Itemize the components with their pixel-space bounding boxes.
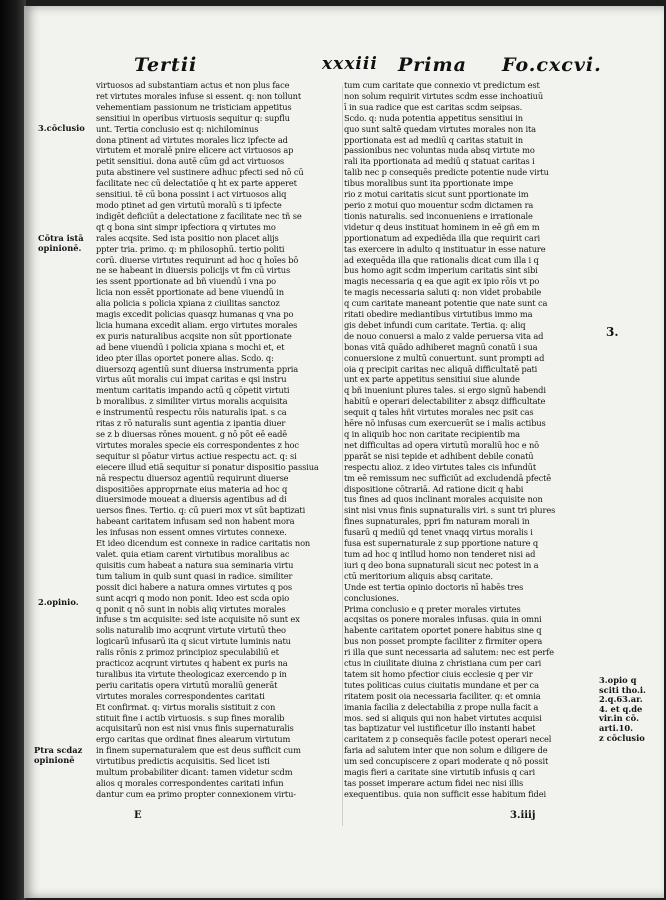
text-line: unt. Tertia conclusio est q: nichilominus [96, 123, 259, 134]
text-line: conclusiones. [344, 592, 399, 603]
text-line: gis debet infundi cum caritate. Tertia. q: aliq [344, 319, 526, 330]
text-line: uersos fines. Tertio. q: cū pueri mox vt sūt baptizati [96, 505, 306, 516]
margin-note-against-opinion-2: opinionē. [38, 243, 82, 253]
text-line: logicarū infusarū ita q sicut virtute luminis natu [96, 636, 291, 647]
text-line: acquisitarū non est nisi vnus finis supernaturalis [96, 723, 294, 734]
text-line: q in aliquib hoc non caritate recipientib ma [344, 429, 520, 439]
text-line: modo ptinet ad gen virtutū moralū s ti ipfecte [96, 199, 282, 210]
text-line: tum cum caritate que connexio vt predictum est [344, 80, 540, 90]
text-line: virtutes morales specie eis correspondentes z hoc [96, 439, 299, 450]
margin-note-right-number: 3. [606, 325, 619, 339]
text-line: tm eē remissum nec sufficiūt ad excludendā pfectē [344, 472, 552, 483]
text-line: pportionatum ad expediēda illa que requirit cari [344, 232, 541, 243]
text-line: ret virtutes morales infuse si essent. q: non tollunt [96, 90, 302, 101]
text-line: ppter tria. primo. q: m philosophū. tertio politi [96, 243, 285, 254]
text-line: te magis necessaria saluti q: non videt probabile [344, 287, 542, 298]
text-line: diuersimode moueat a diuersis agentibus ad di [96, 494, 287, 505]
text-line: ralis rōnis z primoz principioz speculabiliū et [96, 647, 279, 658]
text-line: facilitate nec cū delectatiōe q ht ex parte apperet [96, 178, 297, 189]
text-line: iuri q deo bona supnaturali sicut nec potest in a [344, 559, 539, 570]
text-line: puta abstinere vel sustinere adhuc pfecti sed nō cū [96, 167, 304, 178]
text-line: net difficultas ad opera virtutū moraliū hoc e nō [344, 439, 539, 450]
text-line: tas posset imperare actum fidei nec nisi illis [344, 778, 524, 788]
text-line: bus homo agit scdm imperium caritatis sint sibi [344, 265, 538, 276]
text-line: Prima conclusio e q preter morales virtutes [344, 603, 521, 614]
text-line: fusarū q mediū qd tenet vnaqq virtus moralis i [344, 527, 533, 538]
text-line: tas exercere in adulto q instituatur in esse nature [344, 243, 546, 254]
text-line: tas baptizatur vel iustificetur illo instanti habet [344, 723, 536, 734]
footer-signature-mark: 3.iiij [510, 810, 536, 821]
text-line: rales acqsite. Sed ista positio non placet alijs [96, 232, 279, 243]
text-line: sunt acqri q modo non ponit. Ideo est scda opio [96, 592, 290, 603]
text-line: virtus aūt moralis cui impat caritas e qsi instru [96, 374, 287, 385]
text-line: habitū e operari delectabiliter z absqz difficultate [344, 396, 546, 407]
text-line: acqsitas os ponere morales infusas. quia in omni [344, 614, 542, 625]
text-line: talib nec p consequēs predicte potentie nude virtu [344, 167, 549, 178]
text-line: quisitis cum habeat a natura sua seminaria virtu [96, 559, 294, 570]
text-line: solis naturalib imo acqrunt virtute virtutū theo [96, 625, 286, 636]
text-line: mentum caritatis impando actū q cōpetit virtuti [96, 385, 290, 396]
column-gutter [342, 86, 343, 826]
text-line: licia non essēt pportionate ad bene viuendū in [96, 287, 284, 298]
margin-note-against-opinion: Cōtra istā [38, 233, 84, 243]
text-line: ri illa que sunt necessaria ad salutem: nec est perfe [344, 647, 554, 658]
text-line: stituit fine i actib virtuosis. s sup fines moralib [96, 712, 285, 723]
book-binding-shadow [0, 0, 26, 900]
text-line: corū. diuerse virtutes requirunt ad hoc q hoīes bō [96, 254, 299, 265]
text-line: tum ad hoc q intllud homo non tenderet nisi ad [344, 548, 536, 559]
text-line: tionis naturalis. sed inconueniens e irrationale [344, 210, 533, 221]
text-line: nā respectu diuersoz agentiū requirunt diuerse [96, 472, 289, 483]
text-line: oia q precipit caritas nec aliquā difficultatē pati [344, 363, 538, 374]
text-line: Et ideo dicendum est connexe in radice caritatis non [96, 538, 311, 549]
text-line: um sed concupiscere z opari moderate q nō possit [344, 756, 549, 767]
text-line: ritatem posit oia necessaria faciliter. q: et omnia [344, 690, 541, 701]
text-line: mos. sed si aliquis qui non habet virtutes acquisi [344, 712, 542, 723]
text-line: ritati obedire mediantibus virtutibus immo ma [344, 309, 533, 320]
text-line: dona ptinent ad virtutes morales licz ipfecte ad [96, 134, 288, 145]
header-book-title: Tertii [134, 54, 198, 76]
text-line: ad bene viuendū i policia xpiana s mochi et, et [96, 341, 285, 352]
text-line: periu caritatis opera virtutū moraliū generāt [96, 679, 278, 690]
book-page [24, 6, 664, 898]
text-line: ctū meritorium aliquis absq caritate. [344, 570, 493, 581]
text-line: sensitiui in operibus virtuosis sequitur q: supflu [96, 112, 290, 123]
text-line: rio z motui caritatis sicut sunt pportionate im [344, 189, 529, 200]
text-line: bonas vitā quādo adhiberet magnū conatū i sua [344, 341, 538, 352]
text-line: q bñ inueniunt plures tales. si ergo signū habendi [344, 385, 546, 396]
text-line: magis excedit policias quasqz humanas q vna po [96, 309, 294, 320]
text-line: alios q morales correspondentes caritati infun [96, 778, 284, 788]
text-line: rali ita pportionata ad mediū q statuat caritas i [344, 156, 535, 167]
text-line: virtuosos ad substantiam actus et non plus face [96, 80, 290, 90]
text-line: eiecere illud etiā sequitur si ponatur dispositio passiua [96, 461, 319, 472]
text-line: tatem sit homo pfectior ciuis ecclesie q per vir [344, 668, 533, 679]
margin-note-second-opinion: 2.opinio. [38, 597, 79, 607]
text-line: tutes politicas cuius ciuitatis mundane et per ca [344, 679, 539, 690]
text-line: q ponit q nō sunt in nobis aliq virtutes morales [96, 603, 286, 614]
margin-note-against-second-2: opinionē [34, 755, 75, 765]
text-line: petit sensitiui. dona autē cūm gd act virtuosos [96, 156, 285, 167]
text-line: magis fieri a caritate sine virtutib infusis q cari [344, 767, 535, 778]
text-line: sensitiui. tē cū bona possint i act virtuosos aliq [96, 189, 287, 200]
header-section: Prima [398, 54, 467, 76]
header-folio-number: Fo.cxcvi. [502, 54, 602, 76]
text-line: q cum caritate maneant potentie que nate sunt ca [344, 298, 548, 309]
text-line: ad exequēda illa que rationalis dicat cum illa i q [344, 254, 539, 265]
text-line: tus fines ad quos inclinant morales acquisite non [344, 494, 543, 505]
text-line: fines supnaturales, ppri fm naturam morali in [344, 516, 530, 527]
text-line: tibus moralibus sunt ita pportionate impe [344, 178, 513, 189]
text-line: virtutes morales correspondentes caritati [96, 690, 265, 701]
margin-note-right-citation: 3.opio q sciti tho.i. 2.q.63.ar. 4. et q.de vir.in cō. arti.10. z cōclusio [599, 675, 646, 743]
text-line: ī in sua radice que est caritas scdm seipsas. [344, 101, 523, 112]
left-text-column [96, 80, 342, 800]
text-line: multum probabiliter dicant: tamen videtur scdm [96, 767, 293, 778]
text-line: sequit q tales hñt virtutes morales nec psit cas [344, 407, 534, 418]
text-line: passionibus nec voluntas nuda absq virtute mo [344, 145, 535, 156]
text-line: habeant caritatem infusam sed non habent mora [96, 516, 295, 527]
margin-note-against-second: Ptra scdaz [34, 745, 83, 755]
text-line: pparāt se nisi tepide et adhibent debile conatū [344, 450, 534, 461]
text-line: sequitur si pōatur virtus actiue respectu act. q: si [96, 450, 297, 461]
text-line: ideo pter illas oportet ponere alias. Scdo. q: [96, 352, 274, 363]
text-line: quo sunt saltē quedam virtutes morales non ita [344, 123, 536, 134]
text-line: e instrumentū respectu rōis naturalis ipat. s ca [96, 407, 287, 418]
text-line: ergo caritas que ordinat fines alearum virtutum [96, 734, 291, 745]
text-line: hēre nō infusas cum exercuerūt se i malis actibus [344, 418, 546, 429]
text-line: tum talium in quib sunt quasi in radice. similiter [96, 570, 293, 581]
text-line: caritatem z p consequēs facile potest operari necel [344, 734, 552, 745]
text-line: Unde est tertia opinio doctoris nī habēs tres [344, 581, 524, 592]
text-line: magis necessaria q ea que agit ex ipio rōis vt po [344, 276, 540, 287]
text-line: ies ssent pportionate ad bñ viuendū i vna po [96, 276, 276, 287]
text-line: vehementiam passionum ne tristiciam appetitus [96, 101, 292, 112]
text-line: infuse s tm acquisite: sed iste acquisite nō sunt ex [96, 614, 300, 625]
text-line: Et confirmat. q: virtus moralis sistituit z con [96, 701, 276, 712]
text-line: qt q bona sint simpr ipfectiora q virtutes mo [96, 221, 276, 232]
text-line: imania facilia z delectabilia z prope nulla facit a [344, 701, 539, 712]
text-line: virtutem et moralē pnire elicere act virtuosos ap [96, 145, 294, 156]
text-line: non solum requirit virtutes scdm esse inchoatiuū [344, 90, 544, 101]
footer-catchword-mark: E [134, 810, 142, 821]
text-line: practicoz acqrunt virtutes q habent ex puris na [96, 658, 288, 669]
text-line: licia humana excedit aliam. ergo virtutes morales [96, 319, 298, 330]
text-line: unt ex parte appetitus sensitiui siue alunde [344, 374, 520, 385]
text-line: habente caritatem oportet ponere habitus sine q [344, 625, 542, 636]
text-line: ctus in ciuilitate diuina z christiana cum per cari [344, 658, 542, 669]
text-line: b moralibus. z similiter virtus moralis acquisita [96, 396, 288, 407]
text-line: les infusas non essent omnes virtutes connexe. [96, 527, 287, 538]
text-line: Scdo. q: nuda potentia appetitus sensitiui in [344, 112, 523, 123]
text-line: fusa est supernaturale z sup pportione nature q [344, 538, 539, 549]
text-line: respectu alioz. z ideo virtutes tales cis infundūt [344, 461, 537, 472]
text-line: dantur cum ea primo propter connexionem virtu- [96, 788, 296, 799]
text-line: indigēt deficiūt a delectatione z facilitate nec tñ se [96, 210, 302, 221]
text-line: perio z motui quo mouentur scdm dictamen ra [344, 199, 534, 210]
text-line: se z b diuersas rōnes mouent. g nō pōt eē eadē [96, 429, 288, 439]
text-line: possit dici habere a natura omnes virtutes q pos [96, 581, 292, 592]
text-line: exequentibus. quia non sufficit esse habitum fidei [344, 788, 546, 799]
text-line: ritas z rō naturalis sunt agentia z ipantia diuer [96, 418, 286, 429]
header-question-number: xxxiii [322, 54, 378, 74]
text-line: conuersione z multū conuertunt. sunt prompti ad [344, 352, 545, 363]
text-line: valet. quia etiam carent virtutibus moralibus ac [96, 548, 290, 559]
text-line: dispositiōes approprnate eius materia ad hoc q [96, 483, 288, 494]
text-line: diuersozq agentiū sunt diuersa instrumenta ppria [96, 363, 299, 374]
text-line: in finem supernaturalem que est deus sufficit cum [96, 745, 301, 756]
text-line: bus non posset prompte faciliter z firmiter opera [344, 636, 543, 647]
text-line: pportionata est ad mediū q caritas statuit in [344, 134, 523, 145]
text-line: faria ad salutem inter que non solum e diligere de [344, 745, 548, 756]
text-line: turalibus ita virtute theologicaz exercendo p in [96, 668, 287, 679]
text-line: alia policia s policia xpiana z ciuilitas sanctoz [96, 298, 280, 309]
text-line: ne se habeant in diuersis policijs vt fm cū virtus [96, 265, 291, 276]
text-line: dispositione cōtrariā. Ad ratione dicit q habi [344, 483, 524, 494]
text-line: videtur q deus instituat hominem in eē gñ em m [344, 221, 540, 232]
text-line: virtutibus predictis acquisitis. Sed licet isti [96, 756, 270, 767]
right-text-column [344, 80, 596, 800]
text-line: sint nisi vnus finis supnaturalis viri. s sunt tri plures [344, 505, 556, 516]
text-line: de nouo conuersi a malo z valde peruersa vita ad [344, 330, 544, 341]
margin-note-third-conclusion: 3.cōclusio [38, 123, 85, 133]
text-line: ex puris naturalibus acqsite non sūt pportionate [96, 330, 292, 341]
